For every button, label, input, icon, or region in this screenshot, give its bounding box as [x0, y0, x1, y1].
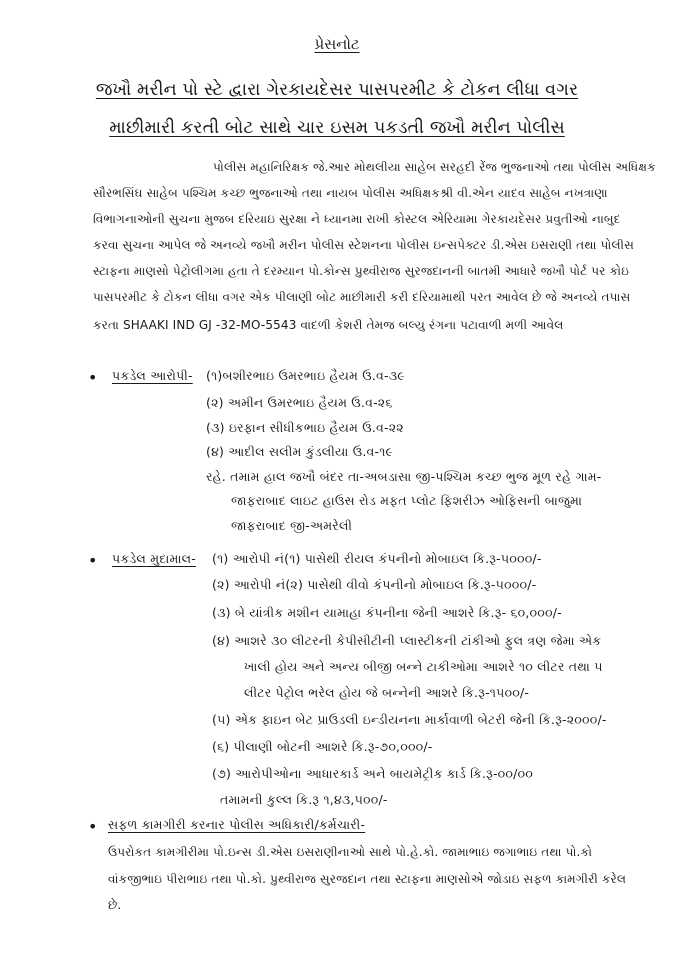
seized-item: (૨) આરોપી નં(૨) પાસેથી વીવો કંપનીનો મોબાઇલ કિ.રૂ-૫૦૦૦/- [212, 577, 537, 592]
headline-line-1: જખૌ મરીન પો સ્ટે દ્વારા ગેરકાયદેસર પાસપરમીટ કે ટોકન લીધા વગર [95, 80, 579, 100]
intro-line: કરવા સુચના આપેલ જે અનવ્યે જખૌ મરીન પોલીસ સ્ટેશનના પોલીસ ઇન્સપેક્ટર ડી.એસ ઇસરાણી તથા પોલીસ [93, 238, 634, 252]
accused-address: જાફરાબાદ જી-અમરેલી [231, 518, 353, 533]
seized-item: (૫) એક ફાઇન બેટ પ્રાઉડલી ઇન્ડીયનના માર્કાવાળી બેટરી જેની કિ.રૂ-૨૦૦૦/- [212, 712, 607, 727]
bullet-icon: • [88, 817, 98, 836]
bullet-icon: • [88, 368, 98, 387]
officers-heading: સફળ કામગીરી કરનાર પોલીસ અધિકારી/કર્મચારી- [108, 817, 366, 832]
accused-heading: પકડેલ આરોપી- [112, 368, 193, 383]
seized-item: (૧) આરોપી નં(૧) પાસેથી રીયલ કંપનીનો મોબાઇલ કિ.રૂ-૫૦૦૦/- [212, 551, 542, 566]
intro-line: સૌરભસિંઘ સાહેબ પશ્ચિમ કચ્છ ભુજનાઓ તથા નાયબ પોલીસ અધિક્ષકશ્રી વી.એન યાદવ સાહેબ નખત્રાણા [93, 186, 608, 200]
seized-item-continued: ખાલી હોય અને અન્ય બીજી બન્ને ટાકીઓમા આશરે ૧૦ લીટર તથા ૫ [244, 659, 603, 674]
officers-line: વાંકજીભાઇ પીરાભાઇ તથા પો.કો. પ્રુથ્વીરાજ સુરજદાન તથા સ્ટાફના માણસોએ જોડાઇ સફળ કામગીરી કરેલ [108, 872, 627, 886]
intro-line: પોલીસ મહાનિરિક્ષક જે.આર મોથલીયા સાહેબ સરહદી રેંજ ભુજનાઓ તથા પોલીસ અધિક્ષક [213, 160, 656, 174]
seized-item: (૬) પીલાણી બોટની આશરે કિ.રૂ-૭૦,૦૦૦/- [212, 739, 433, 754]
bullet-icon: • [88, 551, 98, 570]
accused-address: જાફરાબાદ લાઇટ હાઉસ રોડ મફત પ્લોટ ફિશરીઝ ઓફિસની બાજુમા [231, 493, 583, 508]
page-title: પ્રેસનોટ [314, 35, 360, 53]
accused-item: (૨) અમીન ઉમરભાઇ હૈયમ ઉ.વ-૨૬ [206, 395, 393, 410]
seized-item-continued: લીટર પેટ્રોલ ભરેલ હોય જે બન્નેની આશરે કિ.રૂ-૧૫૦૦/- [244, 685, 530, 700]
seized-item: (૩) બે યાંત્રીક મશીન યામાહા કંપનીના જેની આશરે કિ.રૂ- ૬૦,૦૦૦/- [212, 605, 562, 620]
intro-line: વિભાગનાઓની સુચના મુજબ દરિયાઇ સુરક્ષા ને ધ્યાનમા રાખી કોસ્ટલ એરિયામા ગેરકાયદેસર પ્રવુતીઓ નાબુદ [93, 212, 621, 226]
accused-item: (૩) ઇરફાન સીધીકભાઇ હૈયમ ઉ.વ-૨૨ [206, 420, 404, 435]
seized-heading: પકડેલ મુદામાલ- [112, 551, 196, 566]
headline-line-2: માછીમારી કરતી બોટ સાથે ચાર ઇસમ પકડતી જખૌ મરીન પોલીસ [109, 118, 565, 138]
accused-item: (૪) આદીલ સલીમ કુંડલીયા ઉ.વ-૧૯ [206, 444, 394, 459]
accused-item: (૧)બશીરભાઇ ઉમરભાઇ હૈયમ ઉ.વ-૩૯ [206, 368, 405, 383]
officers-line: છે. [108, 898, 122, 912]
intro-line: પાસપરમીટ કે ટોકન લીધા વગર એક પીલાણી બોટ માછીમારી કરી દરિયામાથી પરત આવેલ છે જે અનવ્યે તપાસ [93, 290, 631, 304]
intro-line: કરતા SHAAKI IND GJ -32-MO-5543 વાદળી કેશરી તેમજ બલ્યુ રંગના પટાવાળી મળી આવેલ [93, 318, 564, 332]
intro-line: સ્ટાફના માણસો પેટ્રોલીગમા હતા તે દરમ્યાન પો.કોન્સ પ્રુથ્વીરાજ સુરજદાનની બાતમી આધારે જખૌ પોર્ટ પર કોઇ [93, 264, 629, 278]
seized-item: (૪) આશરે ૩૦ લીટરની કેપીસીટીની પ્લાસ્ટીકની ટાંકીઓ ફુલ ત્રણ જેમા એક [212, 633, 602, 648]
seized-total: તમામની કુલ્લ કિ.રૂ ૧,૪૩,૫૦૦/- [220, 792, 388, 807]
officers-line: ઉપરોકત કામગીરીમા પો.ઇન્સ ડી.એસ ઇસરાણીનાઓ સાથે પો.હે.કો. જામાભાઇ જગાભાઇ તથા પો.કો [108, 845, 593, 859]
accused-address: રહે. તમામ હાલ જખૌ બંદર તા-અબડાસા જી-પશ્ચિમ કચ્છ ભુજ મૂળ રહે ગામ- [206, 469, 602, 484]
seized-item: (૭) આરોપીઓના આધારકાર્ડ અને બાયમેટ્રીક કાર્ડ કિ.રૂ-૦૦/૦૦ [212, 766, 533, 781]
